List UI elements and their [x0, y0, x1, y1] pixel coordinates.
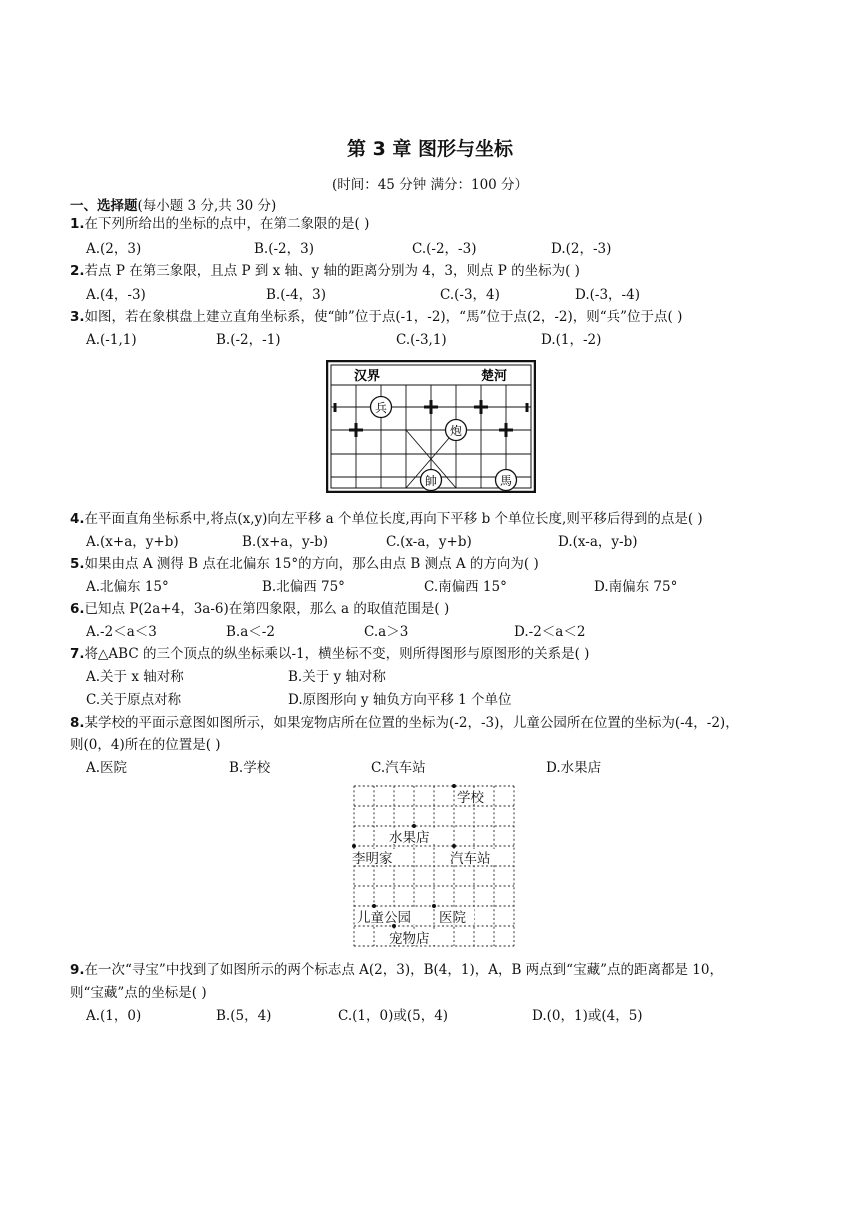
option-b: B.a＜-2 — [226, 624, 275, 640]
liming-home-point — [352, 844, 356, 848]
section-note: (每小题 3 分,共 30 分) — [137, 198, 277, 214]
option-c: C.(-3，4) — [440, 287, 500, 303]
map-label-fruit-shop: 水果店 — [389, 830, 430, 846]
question-4 — [70, 510, 703, 528]
piece-general — [421, 470, 442, 491]
option-c: C.南偏西 15° — [424, 579, 507, 595]
option-b: B.关于 y 轴对称 — [288, 669, 386, 685]
option-d: D.南偏东 75° — [594, 579, 678, 595]
question-text: 已知点 P(2a+4，3a-6)在第四象限，那么 a 的取值范围是( ) — [84, 601, 450, 617]
option-d: D.(-3，-4) — [575, 287, 640, 303]
option-d: D.(x-a，y-b) — [558, 534, 638, 550]
option-a: A.(4，-3) — [86, 287, 146, 303]
question-text: 某学校的平面示意图如图所示，如果宠物店所在位置的坐标为(-2，-3)，儿童公园所在位置的坐标为(-4，-2)， — [84, 715, 739, 731]
option-c: C.(1，0)或(5，4) — [338, 1008, 449, 1024]
question-7 — [70, 645, 589, 663]
option-a: A.(x+a，y+b) — [86, 534, 179, 550]
question-number: 9. — [70, 962, 85, 978]
option-a: A.(-1,1) — [86, 332, 137, 348]
chessboard-figure — [326, 360, 536, 493]
question-text: 如果由点 A 测得 B 点在北偏东 15°的方向，那么由点 B 测点 A 的方向为( ) — [84, 556, 539, 572]
option-c: C.(-3,1) — [396, 332, 447, 348]
question-1 — [70, 215, 369, 233]
option-c: C.关于原点对称 — [86, 692, 182, 708]
page-subtitle: (时间：45 分钟 满分：100 分） — [331, 177, 529, 193]
question-text: 在平面直角坐标系中,将点(x,y)向左平移 a 个单位长度,再向下平移 b 个单位长度,则平移后得到的点是( ) — [84, 511, 703, 527]
river-label-right: 楚河 — [481, 369, 508, 384]
question-6 — [70, 600, 449, 618]
option-b: B.(-2，3) — [254, 241, 314, 257]
map-label-hospital: 医院 — [439, 910, 466, 926]
option-b: B.(-4，3) — [266, 287, 326, 303]
piece-cannon — [446, 420, 467, 441]
question-number: 3. — [70, 309, 85, 325]
option-d: D.(0，1)或(4，5) — [532, 1008, 643, 1024]
question-5 — [70, 555, 539, 573]
question-9 — [70, 961, 723, 979]
question-text: 若点 P 在第三象限，且点 P 到 x 轴、y 轴的距离分别为 4，3，则点 P 的坐标为( ) — [84, 263, 580, 279]
option-d: D.-2＜a＜2 — [514, 624, 586, 640]
option-d: D.(2，-3) — [551, 241, 612, 257]
option-c: C.(-2，-3) — [412, 241, 477, 257]
piece-soldier — [371, 397, 392, 418]
question-number: 4. — [70, 511, 85, 527]
question-number: 5. — [70, 556, 85, 572]
question-number: 6. — [70, 601, 85, 617]
piece-horse — [496, 470, 517, 491]
svg-text:炮: 炮 — [449, 424, 463, 438]
question-text: 如图，若在象棋盘上建立直角坐标系，使“帥”位于点(-1，-2)，“馬”位于点(2，-2)，则“兵”位于点( ) — [84, 309, 683, 325]
option-a: A.(2，3) — [86, 241, 142, 257]
option-d: D.水果店 — [546, 760, 602, 776]
map-label-pet-shop: 宠物店 — [389, 931, 430, 947]
question-8 — [70, 714, 739, 732]
option-b: B.(5，4) — [216, 1008, 272, 1024]
question-2 — [70, 262, 580, 280]
option-b: B.(x+a，y-b) — [242, 534, 329, 550]
option-c: C.a＞3 — [364, 624, 409, 640]
option-b: B.(-2，-1) — [216, 332, 281, 348]
question-text: 在下列所给出的坐标的点中，在第二象限的是( ) — [84, 216, 370, 232]
question-8-continued: 则(0，4)所在的位置是( ) — [70, 737, 221, 753]
option-b: B.北偏西 75° — [262, 579, 345, 595]
svg-text:馬: 馬 — [499, 474, 513, 488]
question-number: 7. — [70, 646, 85, 662]
fruit-shop-point — [412, 824, 416, 828]
option-a: A.北偏东 15° — [86, 579, 169, 595]
map-label-liming-home: 李明家 — [352, 851, 393, 867]
bus-station-point — [452, 844, 456, 848]
question-number: 8. — [70, 715, 85, 731]
question-text: 将△ABC 的三个顶点的纵坐标乘以-1，横坐标不变，则所得图形与原图形的关系是( ) — [84, 646, 590, 662]
question-number: 1. — [70, 216, 85, 232]
map-label-school: 学校 — [457, 790, 484, 806]
hospital-point — [432, 904, 436, 908]
page-title: 第 3 章 图形与坐标 — [346, 138, 514, 160]
question-3 — [70, 308, 682, 326]
option-d: D.原图形向 y 轴负方向平移 1 个单位 — [288, 692, 512, 708]
option-a: A.医院 — [86, 760, 128, 776]
option-b: B.学校 — [229, 760, 271, 776]
option-c: C.汽车站 — [371, 760, 426, 776]
school-point — [452, 784, 456, 788]
map-label-childrens-park: 儿童公园 — [357, 910, 411, 926]
svg-text:兵: 兵 — [374, 401, 388, 415]
option-a: A.(1，0) — [86, 1008, 142, 1024]
question-9-continued: 则“宝藏”点的坐标是( ) — [70, 985, 207, 1001]
option-c: C.(x-a，y+b) — [386, 534, 472, 550]
childrens-park-point — [372, 904, 376, 908]
question-text: 在一次“寻宝”中找到了如图所示的两个标志点 A(2，3)，B(4，1)，A，B 两点到“宝藏”点的距离都是 10， — [84, 962, 723, 978]
question-number: 2. — [70, 263, 85, 279]
section-heading — [70, 194, 276, 214]
option-a: A.-2＜a＜3 — [86, 624, 157, 640]
svg-text:帥: 帥 — [424, 474, 438, 488]
river-label-left: 汉界 — [354, 369, 381, 384]
school-map-figure — [350, 782, 516, 950]
option-a: A.关于 x 轴对称 — [86, 669, 184, 685]
map-label-bus-station: 汽车站 — [450, 851, 491, 867]
section-label: 一、选择题 — [70, 198, 138, 214]
option-d: D.(1，-2) — [541, 332, 602, 348]
